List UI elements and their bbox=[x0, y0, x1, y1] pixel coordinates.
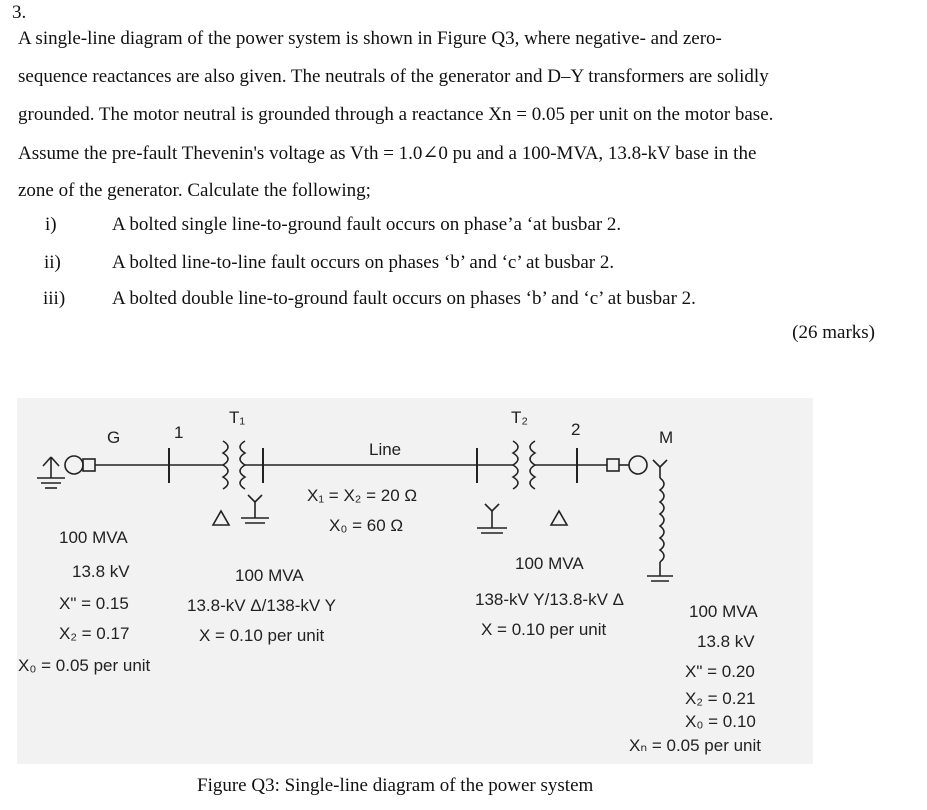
t2-label: T₂ bbox=[511, 408, 528, 427]
t1-voltage: 13.8-kV Δ/138-kV Y bbox=[187, 596, 337, 615]
item-text: A bolted double line-to-ground fault occurs on phases ‘b’ and ‘c’ at busbar 2. bbox=[112, 288, 696, 309]
t2-delta-symbol bbox=[551, 511, 567, 525]
t2-wye-ground-symbol bbox=[477, 504, 507, 533]
question-number: 3. bbox=[12, 2, 27, 23]
item-number: i) bbox=[45, 214, 57, 235]
motor-voltage: 13.8 kV bbox=[697, 632, 755, 651]
t1-delta-symbol bbox=[213, 511, 229, 525]
line-positive-negative-reactance: X₁ = X₂ = 20 Ω bbox=[307, 486, 418, 505]
t2-rating: 100 MVA bbox=[515, 554, 584, 573]
motor-subtransient: X" = 0.20 bbox=[685, 662, 755, 681]
generator-voltage: 13.8 kV bbox=[72, 562, 130, 581]
motor-wye-symbol bbox=[653, 460, 667, 478]
motor-label: M bbox=[659, 428, 674, 447]
t1-rating: 100 MVA bbox=[235, 566, 304, 585]
t1-wye-ground-symbol bbox=[241, 495, 269, 523]
motor-rating: 100 MVA bbox=[689, 602, 758, 621]
item-text: A bolted single line-to-ground fault occurs on phase’a ‘at busbar 2. bbox=[112, 214, 622, 235]
question-line-2: sequence reactances are also given. The neutrals of the generator and D–Y transformers are solidly bbox=[18, 66, 769, 87]
t1-reactance: X = 0.10 per unit bbox=[199, 626, 325, 645]
bus-1-label: 1 bbox=[174, 423, 184, 442]
generator-ground-symbol bbox=[37, 457, 65, 488]
figure-caption: Figure Q3: Single-line diagram of the power system bbox=[197, 775, 594, 796]
item-number: iii) bbox=[43, 288, 66, 309]
motor-breaker bbox=[607, 459, 619, 471]
motor-symbol bbox=[629, 456, 647, 474]
motor-neutral-reactance: Xₙ = 0.05 per unit bbox=[629, 736, 761, 755]
item-text: A bolted line-to-line fault occurs on phases ‘b’ and ‘c’ at busbar 2. bbox=[112, 252, 615, 273]
single-line-diagram bbox=[17, 398, 813, 764]
t1-transformer-symbol bbox=[223, 441, 245, 489]
t2-transformer-symbol bbox=[513, 441, 535, 489]
motor-negative-reactance: X₂ = 0.21 bbox=[685, 689, 756, 708]
motor-zero-reactance: X₀ = 0.10 bbox=[685, 712, 756, 731]
t2-voltage: 138-kV Y/13.8-kV Δ bbox=[475, 590, 625, 609]
generator-subtransient: X" = 0.15 bbox=[59, 594, 129, 613]
line-zero-reactance: X₀ = 60 Ω bbox=[329, 516, 404, 535]
generator-zero-reactance: X₀ = 0.05 per unit bbox=[18, 656, 151, 675]
item-number: ii) bbox=[44, 252, 61, 273]
generator-label: G bbox=[107, 428, 121, 447]
marks-label: (26 marks) bbox=[792, 322, 875, 343]
t1-label: T₁ bbox=[229, 408, 246, 427]
neutral-reactor-symbol bbox=[660, 478, 664, 562]
t2-reactance: X = 0.10 per unit bbox=[481, 620, 607, 639]
generator-negative-reactance: X₂ = 0.17 bbox=[59, 624, 130, 643]
question-line-4: Assume the pre-fault Thevenin's voltage as Vth = 1.0∠0 pu and a 100-MVA, 13.8-kV base in the bbox=[18, 143, 757, 164]
question-line-3: grounded. The motor neutral is grounded through a reactance Xn = 0.05 per unit on the motor base. bbox=[18, 104, 774, 125]
generator-symbol bbox=[65, 456, 83, 474]
line-label: Line bbox=[369, 440, 402, 459]
generator-rating: 100 MVA bbox=[59, 528, 128, 547]
bus-2-label: 2 bbox=[571, 420, 581, 439]
question-line-1: A single-line diagram of the power system is shown in Figure Q3, where negative- and zero- bbox=[18, 28, 722, 49]
generator-breaker bbox=[83, 459, 95, 471]
diagram-drawing bbox=[17, 398, 813, 764]
question-line-5: zone of the generator. Calculate the following; bbox=[18, 180, 371, 201]
